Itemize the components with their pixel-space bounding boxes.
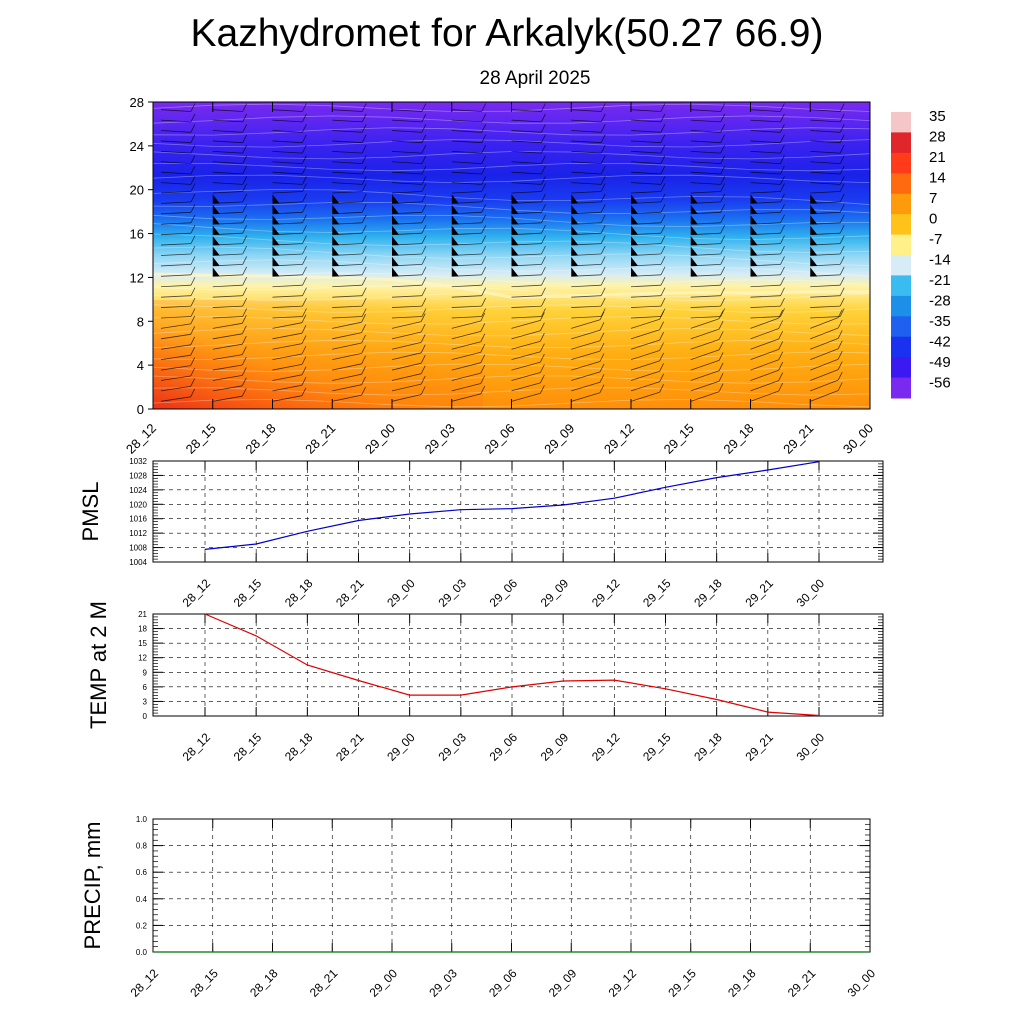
x-tick-label: 29_00 xyxy=(384,730,418,764)
x-tick-label: 30_00 xyxy=(839,420,877,457)
colorbar-box xyxy=(891,255,911,276)
x-tick-label: 29_03 xyxy=(435,576,469,610)
y-tick-label: 16 xyxy=(129,226,144,242)
colorbar-box xyxy=(891,378,911,399)
y-tick-label: 0.4 xyxy=(135,894,147,904)
colorbar-label: -56 xyxy=(929,374,951,392)
x-tick-label: 29_09 xyxy=(537,730,572,764)
x-tick-label: 29_21 xyxy=(780,420,817,457)
x-tick-label: 29_00 xyxy=(361,420,399,457)
y-tick-label: 0.6 xyxy=(135,868,147,878)
pmsl-panel xyxy=(78,457,883,610)
y-tick-label: 24 xyxy=(129,138,144,154)
colorbar-box xyxy=(891,112,911,133)
x-tick-label: 28_21 xyxy=(306,966,341,1000)
y-tick-label: 1032 xyxy=(129,457,147,466)
y-tick-label: 18 xyxy=(138,624,147,634)
x-tick-label: 28_12 xyxy=(179,730,214,764)
x-tick-label: 30_00 xyxy=(793,730,828,764)
x-tick-label: 30_00 xyxy=(793,576,828,610)
y-tick-label: 1020 xyxy=(129,500,147,510)
colorbar-label: -14 xyxy=(929,251,951,269)
colorbar-box xyxy=(891,194,911,215)
y-tick-label: 6 xyxy=(142,682,147,692)
y-axis-label: TEMP at 2 M xyxy=(86,601,111,729)
colorbar-box xyxy=(891,275,911,296)
colorbar-label: -42 xyxy=(929,333,951,351)
y-tick-label: 1024 xyxy=(129,485,147,495)
x-tick-label: 29_15 xyxy=(665,966,699,1000)
x-tick-label: 28_18 xyxy=(242,420,279,457)
x-tick-label: 29_00 xyxy=(384,576,418,610)
x-tick-label: 29_09 xyxy=(537,576,572,610)
colorbar-label: -7 xyxy=(929,231,943,248)
colorbar-label: 28 xyxy=(929,128,946,146)
x-tick-label: 29_00 xyxy=(366,966,401,1000)
colorbar-box xyxy=(891,296,911,317)
y-tick-label: 8 xyxy=(136,314,144,330)
x-tick-label: 28_18 xyxy=(247,966,281,1000)
y-tick-label: 20 xyxy=(129,182,144,198)
colorbar-box xyxy=(891,235,911,256)
x-tick-label: 29_09 xyxy=(541,420,578,457)
x-tick-label: 28_18 xyxy=(281,576,316,610)
y-tick-label: 0.8 xyxy=(135,841,147,851)
x-tick-label: 29_21 xyxy=(784,966,819,1000)
panel-frame xyxy=(153,461,883,562)
x-tick-label: 28_15 xyxy=(230,576,265,610)
y-tick-label: 1012 xyxy=(129,529,147,539)
x-tick-label: 28_15 xyxy=(187,966,221,1000)
colorbar-label: -35 xyxy=(929,313,951,330)
precip-panel xyxy=(80,815,878,1000)
colorbar-box xyxy=(891,173,911,194)
x-tick-label: 29_18 xyxy=(691,730,725,764)
colorbar-label: -28 xyxy=(929,292,951,310)
x-tick-label: 30_00 xyxy=(844,966,879,1000)
temp2m-panel xyxy=(86,601,883,764)
y-tick-label: 4 xyxy=(136,358,144,374)
heatmap-y-axis xyxy=(130,95,153,417)
colorbar-label: 14 xyxy=(929,169,946,187)
y-tick-label: 0.2 xyxy=(135,921,147,931)
x-tick-label: 29_06 xyxy=(486,730,521,764)
y-tick-label: 12 xyxy=(138,653,147,663)
x-tick-label: 29_06 xyxy=(486,576,521,610)
x-tick-label: 28_21 xyxy=(333,576,367,610)
colorbar-box xyxy=(891,357,911,378)
x-tick-label: 28_12 xyxy=(127,966,162,1000)
x-tick-label: 29_15 xyxy=(640,730,674,764)
y-tick-label: 21 xyxy=(138,610,147,619)
x-tick-label: 29_03 xyxy=(435,730,469,764)
x-tick-label: 29_15 xyxy=(660,420,697,457)
y-tick-label: 1.0 xyxy=(135,815,147,824)
y-tick-label: 0 xyxy=(136,402,144,417)
x-tick-label: 29_03 xyxy=(426,966,460,1000)
colorbar xyxy=(891,108,951,399)
figure-title: Kazhydromet for Arkalyk(50.27 66.9) xyxy=(190,12,824,55)
x-tick-label: 29_21 xyxy=(742,576,776,610)
y-tick-label: 1016 xyxy=(129,514,147,524)
colorbar-label: -49 xyxy=(929,354,951,371)
x-tick-label: 29_12 xyxy=(605,966,640,1000)
x-tick-label: 28_12 xyxy=(179,576,214,610)
x-tick-label: 29_06 xyxy=(481,420,518,457)
x-tick-label: 29_03 xyxy=(421,420,458,457)
x-tick-label: 29_12 xyxy=(600,420,638,457)
x-tick-label: 29_21 xyxy=(742,730,776,764)
x-tick-label: 28_15 xyxy=(230,730,265,764)
y-axis-label: PRECIP, mm xyxy=(80,821,105,950)
wind-barb xyxy=(870,104,904,112)
x-tick-label: 28_18 xyxy=(281,730,316,764)
x-tick-label: 29_09 xyxy=(545,966,580,1000)
colorbar-label: 7 xyxy=(929,190,938,207)
y-tick-label: 1028 xyxy=(129,471,147,481)
y-tick-label: 0 xyxy=(142,712,147,721)
y-tick-label: 9 xyxy=(142,668,147,678)
temperature-heatmap-panel xyxy=(123,95,904,457)
colorbar-box xyxy=(891,316,911,337)
panel-frame xyxy=(153,614,883,716)
y-axis-label: PMSL xyxy=(78,481,103,542)
y-tick-label: 12 xyxy=(129,270,144,286)
colorbar-label: 35 xyxy=(929,108,946,125)
x-tick-label: 29_18 xyxy=(691,576,725,610)
y-tick-label: 3 xyxy=(142,697,147,707)
x-tick-label: 29_18 xyxy=(725,966,759,1000)
colorbar-box xyxy=(891,153,911,174)
colorbar-box xyxy=(891,337,911,358)
x-tick-label: 29_12 xyxy=(588,576,623,610)
x-tick-label: 29_06 xyxy=(486,966,520,1000)
colorbar-label: -21 xyxy=(929,272,951,289)
y-tick-label: 28 xyxy=(129,95,144,110)
y-tick-label: 15 xyxy=(138,639,147,649)
colorbar-box xyxy=(891,132,911,153)
x-tick-label: 28_21 xyxy=(302,420,339,457)
x-tick-label: 28_12 xyxy=(122,420,160,457)
colorbar-box xyxy=(891,214,911,235)
colorbar-label: 21 xyxy=(929,149,946,166)
x-tick-label: 29_15 xyxy=(640,576,674,610)
y-tick-label: 0.0 xyxy=(135,948,147,957)
x-tick-label: 28_15 xyxy=(182,420,219,457)
y-tick-label: 1008 xyxy=(129,543,147,553)
figure-subtitle: 28 April 2025 xyxy=(479,68,591,89)
x-tick-label: 28_21 xyxy=(333,730,367,764)
colorbar-label: 0 xyxy=(929,210,938,228)
x-tick-label: 29_12 xyxy=(588,730,623,764)
x-tick-label: 29_18 xyxy=(720,420,757,457)
y-tick-label: 1004 xyxy=(129,558,147,567)
